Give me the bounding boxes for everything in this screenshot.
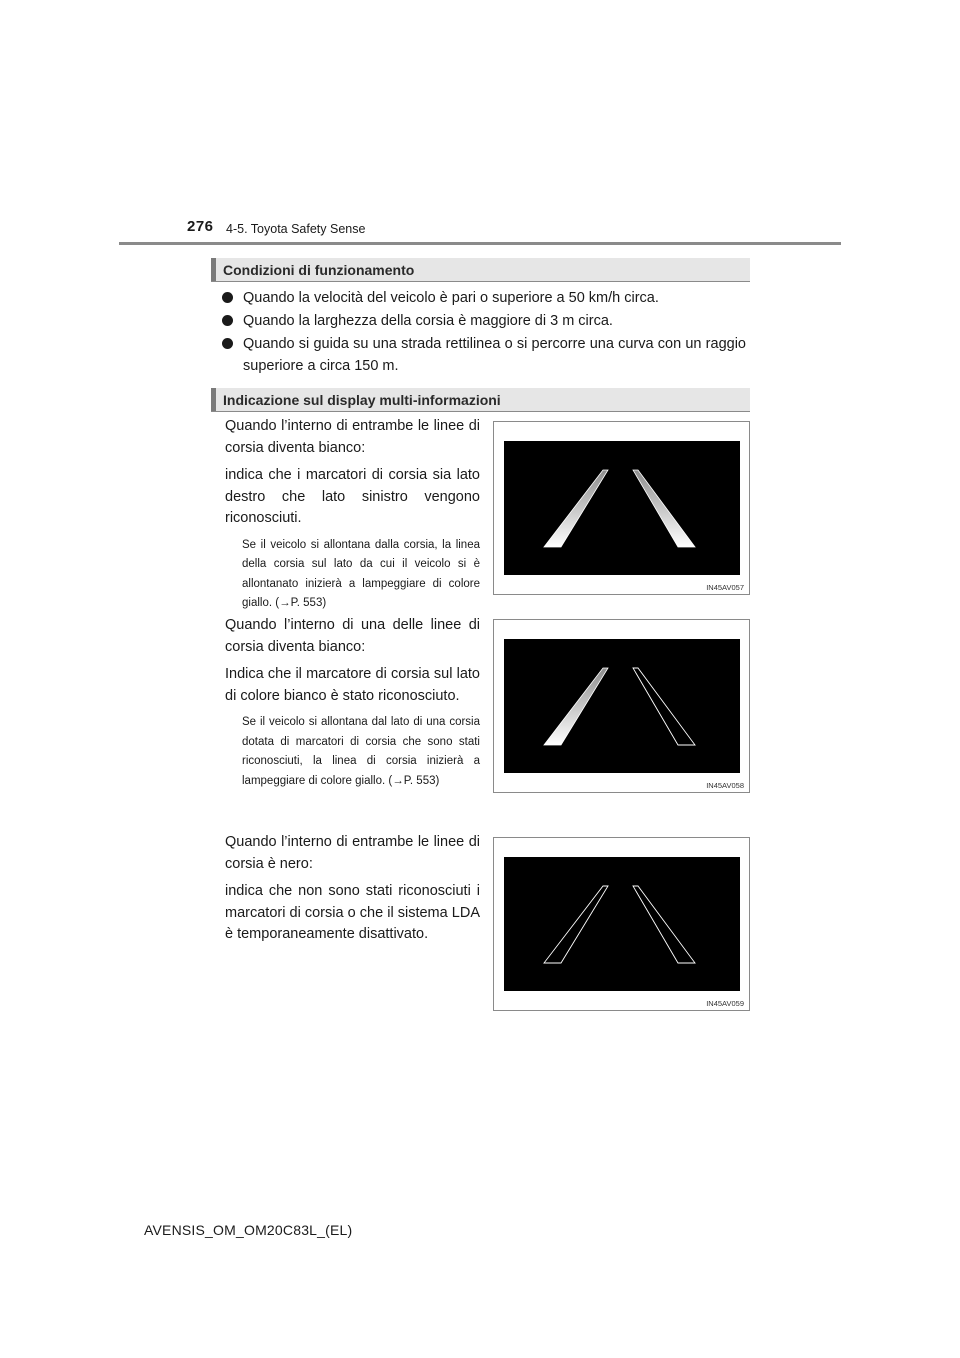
bullet-list <box>222 287 746 378</box>
lane-display-illustration <box>504 639 740 773</box>
condition-text: Quando l’interno di entrambe le linee di corsia è nero: <box>225 834 480 872</box>
document-code: AVENSIS_OM_OM20C83L_(EL) <box>144 1222 353 1238</box>
header-divider <box>119 242 841 245</box>
condition-text: Quando l’interno di una delle linee di corsia diventa bianco: <box>225 617 480 655</box>
section-heading-label: Indicazione sul display multi-informazioni <box>223 392 501 408</box>
indication-description-3 <box>225 832 480 952</box>
indication-description-1 <box>225 416 480 614</box>
section-heading-display-indication <box>211 388 750 412</box>
section-reference: 4-5. Toyota Safety Sense <box>226 222 366 236</box>
lane-display-figure-1 <box>493 421 750 595</box>
figure-code: IN45AV058 <box>706 781 744 790</box>
bullet-item: Quando la velocità del veicolo è pari o superiore a 50 km/h circa. <box>222 287 746 309</box>
figure-code: IN45AV057 <box>706 583 744 592</box>
bullet-item: Quando la larghezza della corsia è maggiore di 3 m circa. <box>222 310 746 332</box>
section-heading-operating-conditions <box>211 258 750 282</box>
section-heading-label: Condizioni di funzionamento <box>223 262 415 278</box>
note-text: Se il veicolo si allontana dalla corsia, la linea della corsia sul lato da cui il veicolo si è allontanato inizierà a lampeggiare di colore giallo. (→P. 553) <box>242 538 480 609</box>
lane-display-figure-2 <box>493 619 750 793</box>
indication-description-2 <box>225 615 480 791</box>
lane-display-illustration <box>504 441 740 575</box>
figure-code: IN45AV059 <box>706 999 744 1008</box>
meaning-text: indica che i marcatori di corsia sia lato destro che lato sinistro vengono riconosciuti. <box>225 467 480 526</box>
page-number: 276 <box>187 218 214 235</box>
meaning-text: Indica che il marcatore di corsia sul lato di colore bianco è stato riconosciuto. <box>225 666 480 704</box>
lane-display-illustration <box>504 857 740 991</box>
note-text: Se il veicolo si allontana dal lato di una corsia dotata di marcatori di corsia che sono stati riconosciuti, la linea di corsia inizierà a lampeggiare di colore giallo. (→P. 553) <box>242 716 480 787</box>
bullet-item: Quando si guida su una strada rettilinea o si percorre una curva con un raggio superiore a circa 150 m. <box>222 333 746 377</box>
lane-display-figure-3 <box>493 837 750 1011</box>
meaning-text: indica che non sono stati riconosciuti i marcatori di corsia o che il sistema LDA è temporaneamente disattivato. <box>225 883 480 942</box>
condition-text: Quando l’interno di entrambe le linee di corsia diventa bianco: <box>225 418 480 456</box>
